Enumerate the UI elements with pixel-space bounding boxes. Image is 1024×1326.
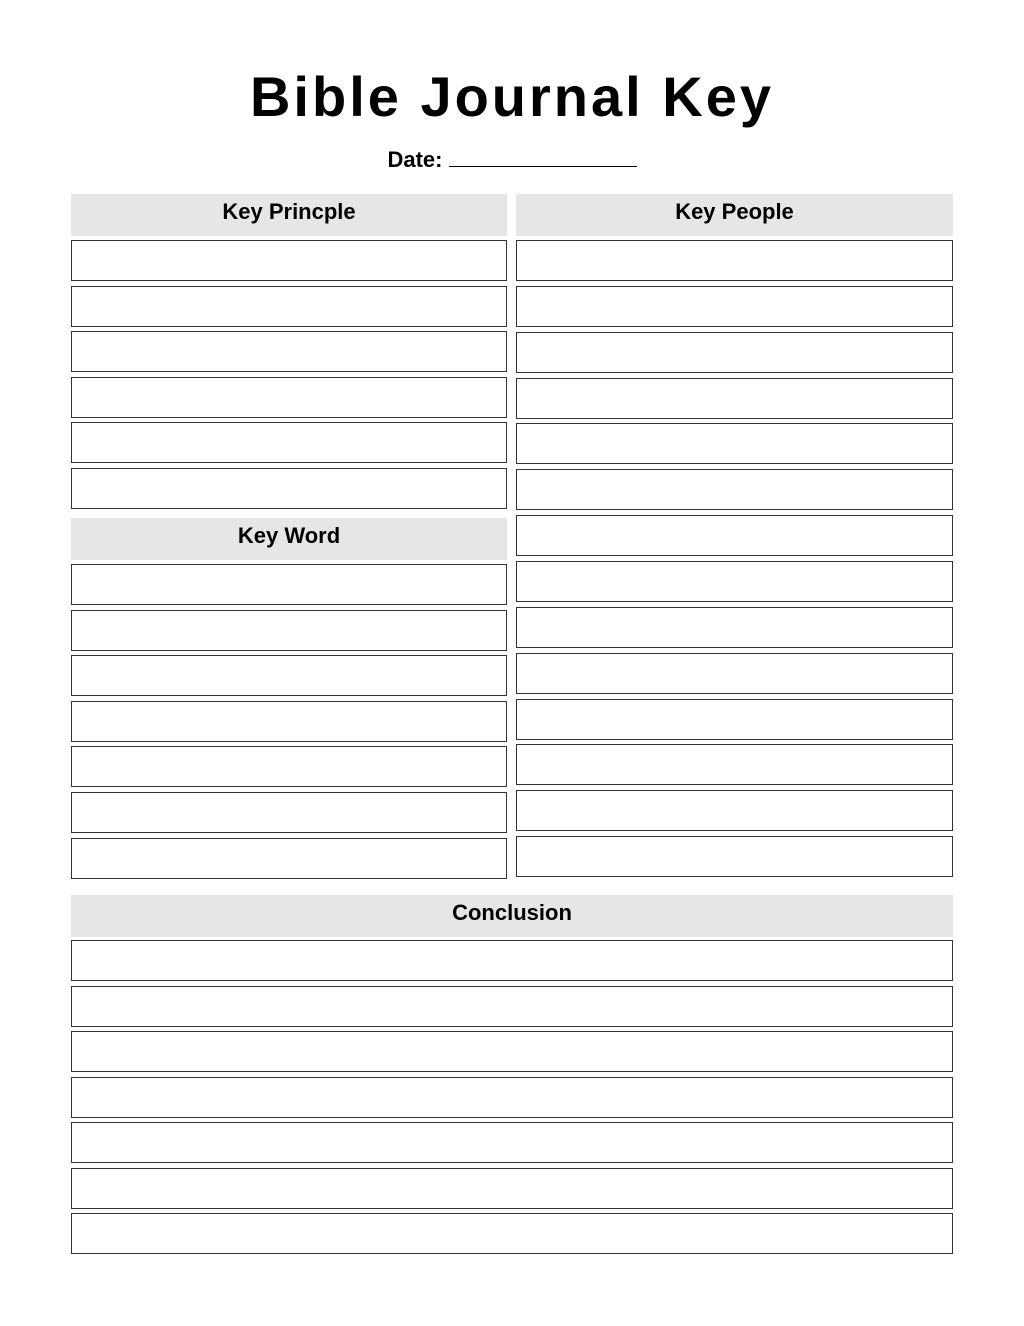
conclusion-title: Conclusion xyxy=(452,900,572,925)
key-word-header xyxy=(71,518,507,560)
date-blank-field[interactable] xyxy=(449,146,637,167)
conclusion-line-3[interactable] xyxy=(71,1031,953,1072)
conclusion-line-6[interactable] xyxy=(71,1168,953,1209)
key-people-line-2[interactable] xyxy=(516,286,953,327)
key-people-line-6[interactable] xyxy=(516,469,953,510)
conclusion-line-4[interactable] xyxy=(71,1077,953,1118)
conclusion-header xyxy=(71,895,953,937)
key-word-line-5[interactable] xyxy=(71,746,507,787)
key-people-line-9[interactable] xyxy=(516,607,953,648)
key-people-line-4[interactable] xyxy=(516,378,953,419)
key-principle-line-4[interactable] xyxy=(71,377,507,418)
key-word-title: Key Word xyxy=(237,523,341,548)
key-principle-title: Key Princple xyxy=(222,199,356,224)
key-people-line-3[interactable] xyxy=(516,332,953,373)
key-people-line-5[interactable] xyxy=(516,423,953,464)
key-principle-line-1[interactable] xyxy=(71,240,507,281)
key-people-line-8[interactable] xyxy=(516,561,953,602)
key-people-line-10[interactable] xyxy=(516,653,953,694)
key-people-line-13[interactable] xyxy=(516,790,953,831)
key-word-line-6[interactable] xyxy=(71,792,507,833)
key-principle-header xyxy=(71,194,507,236)
key-people-line-7[interactable] xyxy=(516,515,953,556)
date-line xyxy=(0,146,1024,174)
key-people-title: Key People xyxy=(675,199,794,224)
key-word-line-3[interactable] xyxy=(71,655,507,696)
key-people-line-11[interactable] xyxy=(516,699,953,740)
conclusion-line-5[interactable] xyxy=(71,1122,953,1163)
key-word-line-1[interactable] xyxy=(71,564,507,605)
conclusion-line-7[interactable] xyxy=(71,1213,953,1254)
date-label: Date: xyxy=(387,147,443,172)
key-people-header xyxy=(516,194,953,236)
conclusion-line-1[interactable] xyxy=(71,940,953,981)
page-title: Bible Journal Key xyxy=(249,65,775,128)
key-word-line-2[interactable] xyxy=(71,610,507,651)
key-people-line-12[interactable] xyxy=(516,744,953,785)
key-people-line-14[interactable] xyxy=(516,836,953,877)
key-word-line-4[interactable] xyxy=(71,701,507,742)
key-principle-line-3[interactable] xyxy=(71,331,507,372)
key-word-line-7[interactable] xyxy=(71,838,507,879)
key-principle-line-6[interactable] xyxy=(71,468,507,509)
key-people-line-1[interactable] xyxy=(516,240,953,281)
key-principle-line-5[interactable] xyxy=(71,422,507,463)
key-principle-line-2[interactable] xyxy=(71,286,507,327)
conclusion-line-2[interactable] xyxy=(71,986,953,1027)
